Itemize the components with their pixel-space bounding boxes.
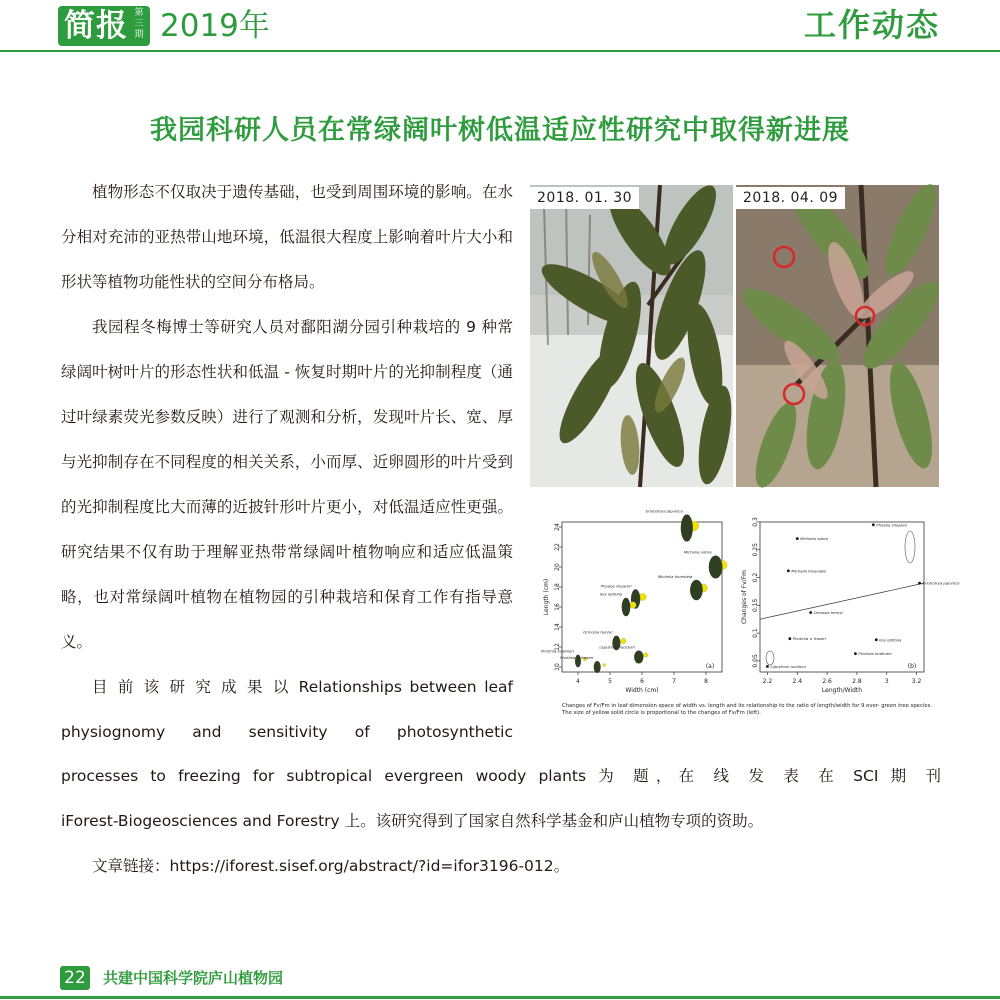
bubble-point [621,638,627,644]
leaf-marker [690,580,703,600]
panel-label: (a) [705,663,715,670]
y-tick-label: 0.1 [752,628,759,638]
y-tick-label: 14 [554,623,561,631]
point-label: Eriobotrya japonica [645,508,683,514]
point-label: Ilex latifolia [879,637,902,643]
chart-frame-1 [760,522,924,672]
charts-svg [530,508,960,722]
x-tick-label: 3.2 [911,678,922,685]
point-label: Photinia × fraseri [560,655,594,660]
header-section-title: 工作动态 [803,6,940,44]
article-body-column [61,170,513,755]
y-tick-label: 0.05 [752,654,759,668]
shape-outline-large [905,531,915,563]
shape-outline-small [766,651,774,665]
x-tick-label: 3 [884,678,889,685]
leaf-marker [622,598,631,617]
data-point [918,582,921,585]
point-label: Ormosia henryi [583,629,613,635]
photo-winter-image [530,185,733,487]
y-tick-label: 24 [554,523,561,531]
photo-winter [530,185,733,487]
point-label: Michelia odora [683,549,712,555]
paragraph-2: 我园程冬梅博士等研究人员对鄱阳湖分园引种栽培的 9 种常绿阔叶树叶片的形态性状和低温 - 恢复时期叶片的光抑制程度（通过叶绿素荧光参数反映）进行了观测和分析，发现叶片长、宽、厚与光抑制存在不同程度的相关关系，小而厚、近卵圆形的叶片受到的光抑制程度比大而薄的近披针形叶片更小，对低温适应性更强。研究结果不仅有助于理解亚热带常绿阔叶植物响应和适应低温策略，也对常绿阔叶植物在植物园的引种栽培和保育工作有指导意义。 [61,318,513,651]
data-point [872,523,875,526]
y-tick-label: 20 [554,563,561,571]
article-body-wide [61,754,941,889]
header-issue: 第三期 [134,8,144,40]
x-tick-label: 2.6 [822,678,832,685]
point-label: Ormosia henryi [813,610,843,616]
photo-spring-image [736,185,939,487]
data-point [788,637,791,640]
bubble-point [644,653,649,658]
x-tick-label: 2.8 [852,678,862,685]
page-number: 22 [64,968,86,988]
x-axis-label: Width (cm) [625,687,659,694]
point-label: Michelia odora [800,536,829,542]
photo-spring [736,185,939,487]
y-tick-label: 10 [554,663,561,671]
y-tick-label: 0.2 [752,572,759,583]
y-axis-label: Length (cm) [543,578,550,616]
article-link-line: 文章链接：https://iforest.sisef.org/abstract/?id=ifor3196-012。 [92,857,570,875]
data-point [875,638,878,641]
x-tick-label: 4 [576,678,580,685]
chart-caption: Changes of Fv/Fm in leaf dimension space of width vs. length and its relationship to the ratio of length/width for 9 ever- green tree species. The size of yellow solid circle is proportional to the changes of Fv/Fm (left). [562,703,933,716]
paragraph-3-line-3: processes to freezing for subtropical evergreen woody plants 为 题，在 线 发 表 在 SCI 期 刊 [61,767,941,785]
x-tick-label: 2.2 [762,678,773,685]
header-year: 2019年 [160,8,270,44]
point-label: Photinia bodinieri [540,648,574,654]
leaf-marker [709,556,723,579]
panel-label: (b) [907,663,917,670]
y-tick-label: 18 [554,583,561,591]
point-label: Michelia foveolata [791,568,826,574]
x-tick-label: 8 [704,678,708,685]
y-axis-label: Changes of Fv/Fm [741,569,748,625]
y-tick-label: 0.15 [752,598,759,613]
x-tick-label: 7 [672,678,676,685]
x-tick-label: 2.4 [792,678,803,685]
y-tick-label: 12 [554,643,561,651]
footer-divider [0,996,1000,999]
y-tick-label: 16 [554,603,561,611]
point-label: Michelia foveolata [657,573,693,579]
paragraph-3-line-2: physiognomy and sensitivity of photosynthetic [61,723,513,741]
bubble-point [630,602,636,608]
point-label: Ligustrum lucidum [599,644,635,650]
data-point [787,569,790,572]
x-tick-label: 6 [640,678,644,685]
point-label: Photinia bodinieri [858,651,892,657]
y-tick-label: 0.25 [752,543,759,557]
footer-text: 共建中国科学院庐山植物园 [103,969,284,987]
data-point [766,665,769,668]
header-divider [0,50,1000,52]
bubble-point [603,664,606,667]
point-label: Photinia × fraseri [792,636,826,642]
x-tick-label: 5 [608,678,612,685]
point-label: Eriobotrya japonica [922,580,960,586]
x-axis-label: Length/Width [821,687,863,694]
point-label: Ilex latifolia [600,591,622,597]
leaf-marker [594,661,601,673]
data-point [809,611,812,614]
header-badge-label: 简报 [64,8,128,44]
leaf-marker [634,650,643,663]
leaf-marker [681,514,693,541]
paragraph-3-line-4: iForest-Biogeosciences and Forestry 上。该研究得到了国家自然科学基金和庐山植物专项的资助。 [61,812,764,830]
data-point [796,537,799,540]
photo-spring-date: 2018. 04. 09 [736,187,845,209]
article-title: 我园科研人员在常绿阔叶树低温适应性研究中取得新进展 [150,115,850,146]
photo-winter-date: 2018. 01. 30 [530,187,639,209]
point-label: Phoebe sheareri [876,522,908,528]
y-tick-label: 22 [554,543,561,551]
data-point [854,652,857,655]
y-tick-label: 0.3 [752,517,759,527]
charts-panel [530,508,960,722]
point-label: Ligustrum lucidum [770,663,806,669]
paragraph-3-line-1: 目 前 该 研 究 成 果 以 Relationships between leaf [92,678,513,696]
point-label: Phoebe sheareri [600,583,632,589]
paragraph-1: 植物形态不仅取决于遗传基础，也受到周围环境的影响。在水分相对充沛的亚热带山地环境，低温很大程度上影响着叶片大小和形状等植物功能性状的空间分布格局。 [61,183,513,291]
